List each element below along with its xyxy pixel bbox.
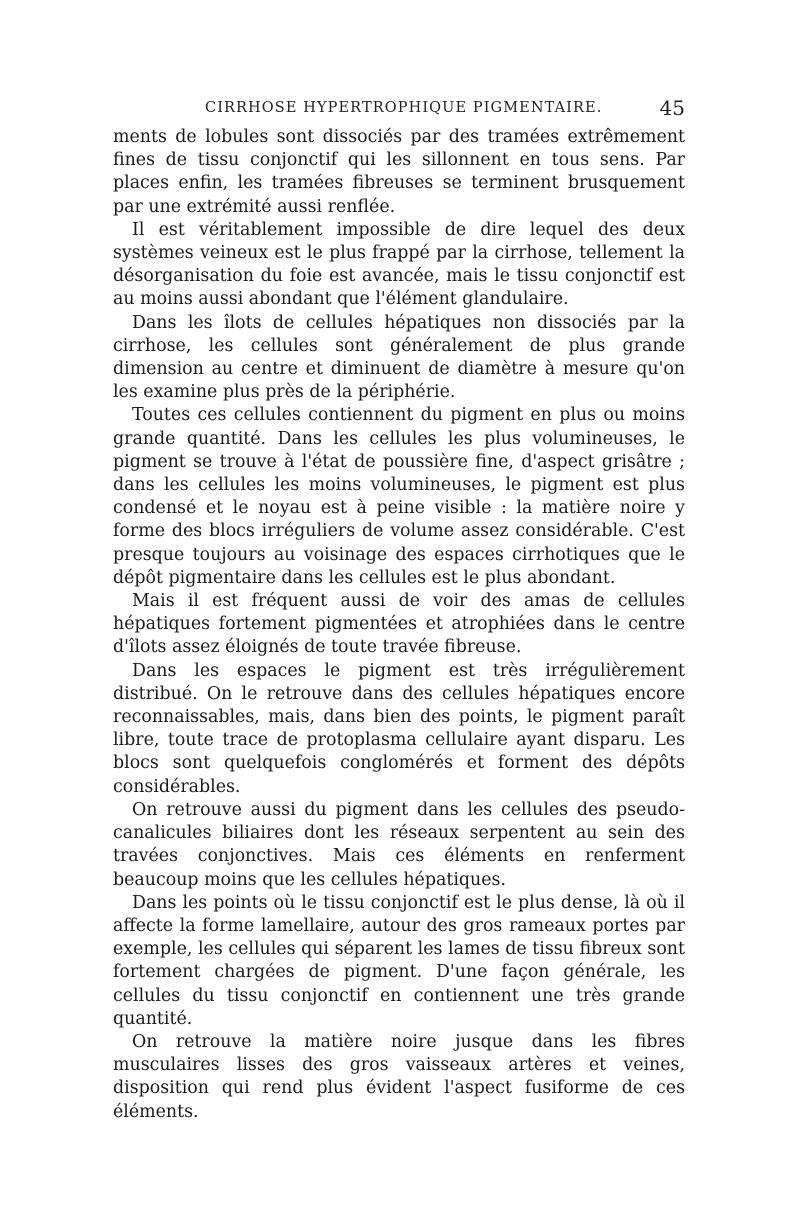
paragraph-8: Dans les points où le tissu conjonctif est le plus dense, là où il affecte la forme lamellaire, autour des gros rameaux portes par exemple, les cellules qui séparent les lames de tissu fibreux sont fortement chargées de pigment. D'une façon générale, les cellules du tissu conjonctif en contiennent une très grande quantité.: [113, 892, 685, 1029]
page-number: 45: [659, 96, 685, 120]
paragraph-4: Toutes ces cellules contiennent du pigment en plus ou moins grande quantité. Dans les cellules les plus volumineuses, le pigment se trouve à l'état de poussière fine, d'aspect grisâtre ; dans les cellules les moins volumineuses, le pigment est plus condensé et le noyau est à peine visible : la matière noire y forme des blocs irréguliers de volume assez considérable. C'est presque toujours au voisinage des espaces cirrhotiques que le dépôt pigmentaire dans les cellules est le plus abondant.: [113, 405, 685, 588]
paragraph-2: Il est véritablement impossible de dire lequel des deux systèmes veineux est le plus frappé par la cirrhose, tellement la désorganisation du foie est avancée, mais le tissu conjonctif est au moins aussi abondant que l'élément glandulaire.: [113, 219, 685, 310]
running-head: [113, 96, 685, 122]
paragraph-3: Dans les îlots de cellules hépatiques non dissociés par la cirrhose, les cellules sont généralement de plus grande dimension au centre et diminuent de diamètre à mesure qu'on les examine plus près de la périphérie.: [113, 312, 685, 403]
body-text: [113, 126, 685, 1124]
paragraph-9: On retrouve la matière noire jusque dans les fibres musculaires lisses des gros vaisseaux artères et veines, disposition qui rend plus évident l'aspect fusiforme de ces éléments.: [113, 1031, 685, 1122]
paragraph-6: Dans les espaces le pigment est très irrégulièrement distribué. On le retrouve dans des cellules hépatiques encore reconnaissables, mais, dans bien des points, le pigment paraît libre, toute trace de protoplasma cellulaire ayant disparu. Les blocs sont quelquefois conglomérés et forment des dépôts considérables.: [113, 660, 685, 797]
paragraph-7: On retrouve aussi du pigment dans les cellules des pseudo-canalicules biliaires dont les réseaux serpentent au sein des travées conjonctives. Mais ces éléments en renferment beaucoup moins que les cellules hépatiques.: [113, 799, 685, 890]
running-title: CIRRHOSE HYPERTROPHIQUE PIGMENTAIRE.: [205, 100, 603, 116]
paragraph-5: Mais il est fréquent aussi de voir des amas de cellules hépatiques fortement pigmentées et atrophiées dans le centre d'îlots assez éloignés de toute travée fibreuse.: [113, 591, 685, 658]
paragraph-1: ments de lobules sont dissociés par des tramées extrêmement fines de tissu conjonctif qui les sillonnent en tous sens. Par places enfin, les tramées fibreuses se terminent brusquement par une extrémité aussi renflée.: [113, 127, 685, 217]
